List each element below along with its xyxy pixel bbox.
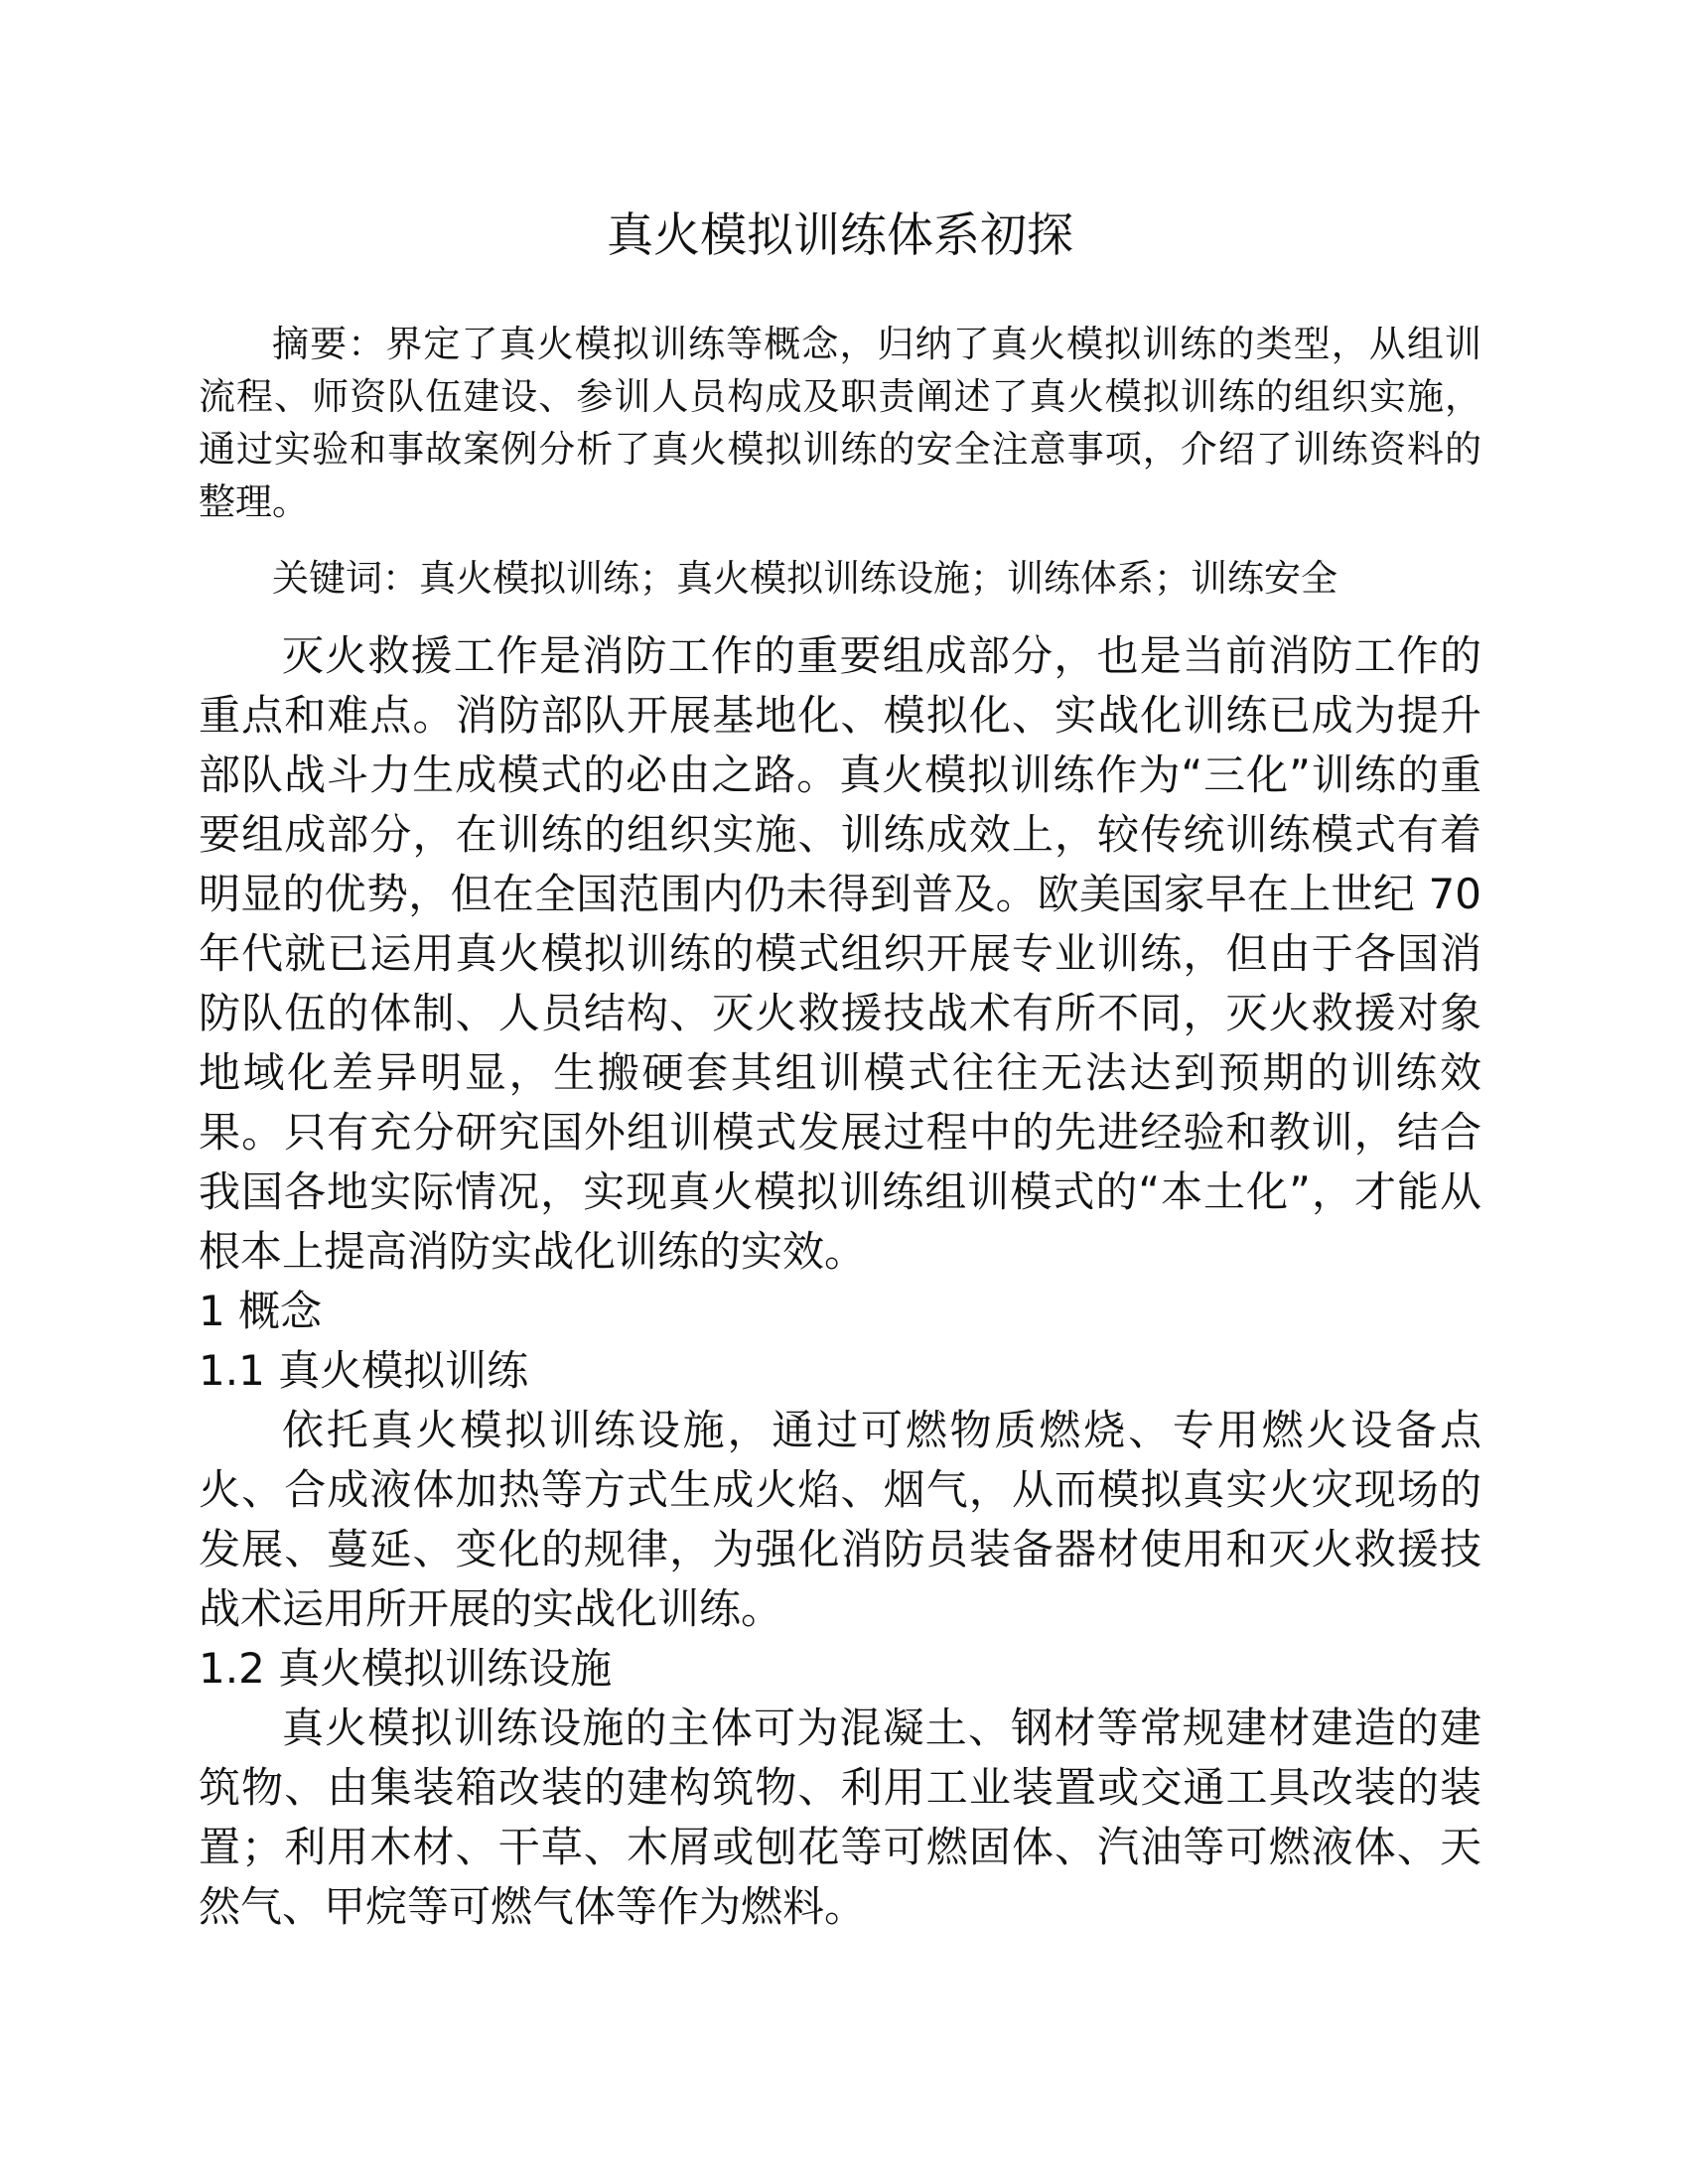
intro-paragraph: 灭火救援工作是消防工作的重要组成部分，也是当前消防工作的重点和难点。消防部队开展基地化、模拟化、实战化训练已成为提升部队战斗力生成模式的必由之路。真火模拟训练作为“三化”训练的重要组成部分，在训练的组织实施、训练成效上，较传统训练模式有着明显的优势，但在全国范围内仍未得到普及。欧美国家早在上世纪 70 年代就已运用真火模拟训练的模式组织开展专业训练，但由于各国消防队伍的体制、人员结构、灭火救援技战术有所不同，灭火救援对象地域化差异明显，生搬硬套其组训模式往往无法达到预期的训练效果。只有充分研究国外组训模式发展过程中的先进经验和教训，结合我国各地实际情况，实现真火模拟训练组训模式的“本土化”，才能从根本上提高消防实战化训练的实效。 — [199, 631, 1481, 1277]
document-title: 真火模拟训练体系初探 — [607, 208, 1073, 263]
keywords-text: 真火模拟训练；真火模拟训练设施；训练体系；训练安全 — [419, 557, 1337, 601]
abstract-text: 界定了真火模拟训练等概念，归纳了真火模拟训练的类型，从组训流程、师资队伍建设、参训人员构成及职责阐述了真火模拟训练的组织实施，通过实验和事故案例分析了真火模拟训练的安全注意事项，介绍了训练资料的整理。 — [199, 323, 1482, 524]
section-1-2-paragraph: 真火模拟训练设施的主体可为混凝土、钢材等常规建材建造的建筑物、由集装箱改装的建构筑物、利用工业装置或交通工具改装的装置；利用木材、干草、木屑或刨花等可燃固体、汽油等可燃液体、天然气、甲烷等可燃气体等作为燃料。 — [199, 1704, 1481, 1932]
document-content — [199, 208, 1481, 1937]
keywords-paragraph — [199, 552, 1481, 605]
section-1-1-heading: 1.1 真火模拟训练 — [199, 1346, 529, 1396]
section-1-2-heading: 1.2 真火模拟训练设施 — [199, 1644, 613, 1694]
keywords-label: 关键词： — [272, 557, 419, 601]
abstract-label: 摘要： — [272, 323, 386, 366]
abstract-paragraph — [199, 318, 1481, 528]
section-1-1-paragraph: 依托真火模拟训练设施，通过可燃物质燃烧、专用燃火设备点火、合成液体加热等方式生成火焰、烟气，从而模拟真实火灾现场的发展、蔓延、变化的规律，为强化消防员装备器材使用和灭火救援技战术运用所开展的实战化训练。 — [199, 1406, 1481, 1634]
section-1-heading: 1 概念 — [199, 1287, 323, 1336]
